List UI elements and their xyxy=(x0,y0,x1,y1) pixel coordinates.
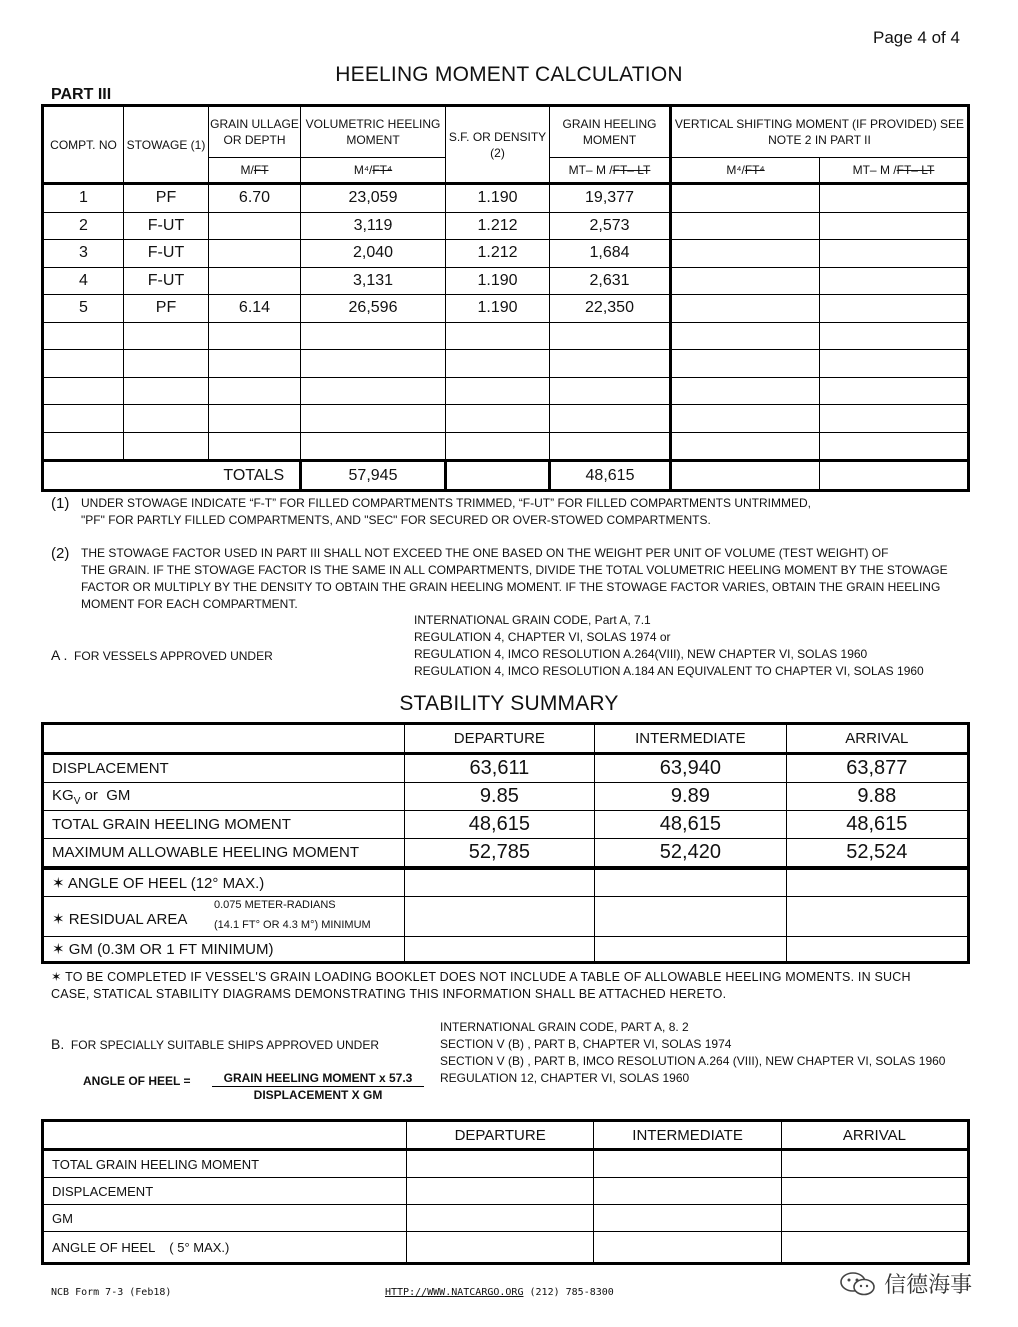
gm-minimum-label: ✶ GM (0.3M OR 1 FT MINIMUM) xyxy=(43,937,405,963)
note-1: (1) UNDER STOWAGE INDICATE “F-T” FOR FILLED COMPARTMENTS TRIMMED, “F-UT” FOR FILLED COMPARTMENTS UNTRIMMED, "PF" FOR PARTLY FILLED COMPARTMENTS, AND "SEC" FOR SECURED OR OVER-STOWED COMPARTMENTS. xyxy=(51,495,812,527)
vertical-mtm-cell xyxy=(820,212,969,240)
note-2: (2) THE STOWAGE FACTOR USED IN PART III SHALL NOT EXCEED THE ONE BASED ON THE WEIGHT PER UNIT OF VOLUME (TEST WEIGHT) OF THE GRAIN. IF THE STOWAGE FACTOR IS THE SAME IN ALL COMPARTMENTS, DIVIDE THE TOTAL VOLUMETRIC HEELING MOMENT BY THE STOWAGE FACTOR OR MULTIPLY BY THE DENSITY TO OBTAIN THE GRAIN HEELING MOMENT. IF THE STOWAGE FACTOR VARIES, OBTAIN THE GRAIN HEELING MOMENT FOR EACH COMPARTMENT. xyxy=(51,545,948,611)
cell xyxy=(786,897,968,937)
volumetric-cell: 26,596 xyxy=(301,295,446,323)
residual-area-label: ✶ RESIDUAL AREA 0.075 METER-RADIANS (14.1 FT° OR 4.3 M°) MINIMUM xyxy=(43,897,405,937)
stability-value: 48,615 xyxy=(404,811,594,839)
grain-heeling-cell: 22,350 xyxy=(550,295,671,323)
vertical-m4-cell xyxy=(671,405,820,433)
volumetric-cell xyxy=(301,350,446,378)
col-intermediate: INTERMEDIATE xyxy=(595,724,787,754)
stability-row-label: MAXIMUM ALLOWABLE HEELING MOMENT xyxy=(43,839,405,868)
ullage-cell xyxy=(209,240,301,268)
stowage-cell: PF xyxy=(124,295,209,323)
stability-row-label: DISPLACEMENT xyxy=(43,754,405,783)
sf-cell: 1.190 xyxy=(446,267,550,295)
volumetric-cell: 23,059 xyxy=(301,184,446,213)
col-header-vertical: VERTICAL SHIFTING MOMENT (IF PROVIDED) SEE NOTE 2 IN PART II xyxy=(671,106,969,158)
cell xyxy=(671,461,820,491)
ullage-cell: 6.70 xyxy=(209,184,301,213)
compartment-number xyxy=(43,322,124,350)
compartment-number xyxy=(43,405,124,433)
col-header-compt: COMPT. NO xyxy=(43,106,124,184)
vertical-mtm-cell xyxy=(820,432,969,461)
heel-row-label: DISPLACEMENT xyxy=(43,1178,407,1205)
heel-row xyxy=(43,1232,969,1264)
grain-heeling-cell: 2,631 xyxy=(550,267,671,295)
cell xyxy=(406,1178,593,1205)
cell xyxy=(781,1150,968,1178)
stability-value: 9.88 xyxy=(786,783,968,811)
cell xyxy=(594,1178,781,1205)
volumetric-cell xyxy=(301,432,446,461)
stability-value: 48,615 xyxy=(786,811,968,839)
vertical-m4-cell xyxy=(671,350,820,378)
heel-criteria-table xyxy=(41,867,970,964)
heel-row xyxy=(43,1205,969,1232)
table-row xyxy=(43,432,969,461)
unit-vert2: MT– M /FT– LT xyxy=(820,158,969,184)
stability-value: 63,877 xyxy=(786,754,968,783)
cell xyxy=(781,1205,968,1232)
sf-cell xyxy=(446,350,550,378)
cell xyxy=(594,1150,781,1178)
website-link[interactable]: HTTP://WWW.NATCARGO.ORG xyxy=(385,1287,524,1298)
stability-row xyxy=(43,811,969,839)
stability-row xyxy=(43,783,969,811)
sf-cell xyxy=(446,377,550,405)
cell xyxy=(820,461,969,491)
stability-value: 63,611 xyxy=(404,754,594,783)
totals-row xyxy=(43,461,969,491)
cell xyxy=(786,937,968,963)
ullage-cell xyxy=(209,377,301,405)
vertical-m4-cell xyxy=(671,377,820,405)
vertical-mtm-cell xyxy=(820,377,969,405)
sf-cell xyxy=(446,405,550,433)
grain-heeling-cell xyxy=(550,405,671,433)
vertical-m4-cell xyxy=(671,432,820,461)
col-header-ullage: GRAIN ULLAGE OR DEPTH xyxy=(209,106,301,158)
stowage-cell xyxy=(124,350,209,378)
stowage-cell: F-UT xyxy=(124,267,209,295)
vertical-mtm-cell xyxy=(820,350,969,378)
stability-value: 9.85 xyxy=(404,783,594,811)
stability-summary-title: STABILITY SUMMARY xyxy=(399,692,619,715)
compartment-number: 2 xyxy=(43,212,124,240)
heel-row-label: TOTAL GRAIN HEELING MOMENT xyxy=(43,1150,407,1178)
stowage-cell xyxy=(124,432,209,461)
unit-vert1: M⁴/FT⁴ xyxy=(671,158,820,184)
footer-contact: HTTP://WWW.NATCARGO.ORG (212) 785-8300 xyxy=(385,1287,614,1298)
vertical-m4-cell xyxy=(671,240,820,268)
total-volumetric: 57,945 xyxy=(301,461,446,491)
table-row xyxy=(43,377,969,405)
col-departure: DEPARTURE xyxy=(404,724,594,754)
grain-heeling-cell: 2,573 xyxy=(550,212,671,240)
stability-value: 52,524 xyxy=(786,839,968,868)
total-grain-heeling: 48,615 xyxy=(550,461,671,491)
heel-row xyxy=(43,1150,969,1178)
volumetric-cell: 3,131 xyxy=(301,267,446,295)
form-number: NCB Form 7-3 (Feb18) xyxy=(51,1287,172,1298)
vertical-mtm-cell xyxy=(820,295,969,323)
angle-of-heel-label: ✶ ANGLE OF HEEL (12° MAX.) xyxy=(43,869,405,897)
cell xyxy=(595,869,786,897)
page-title: HEELING MOMENT CALCULATION xyxy=(335,63,683,86)
cell xyxy=(404,937,594,963)
stability-row xyxy=(43,839,969,868)
cell xyxy=(595,937,786,963)
heel-row-label: ANGLE OF HEEL ( 5° MAX.) xyxy=(43,1232,407,1264)
compartment-number xyxy=(43,432,124,461)
sf-cell: 1.190 xyxy=(446,184,550,213)
corner-cell xyxy=(43,1121,407,1150)
table-row xyxy=(43,267,969,295)
compartment-number: 4 xyxy=(43,267,124,295)
compartment-number: 5 xyxy=(43,295,124,323)
cell xyxy=(786,869,968,897)
stability-footnote: ✶ TO BE COMPLETED IF VESSEL'S GRAIN LOADING BOOKLET DOES NOT INCLUDE A TABLE OF ALLOWABLE HEELING MOMENTS. IN SUCH CASE, STATICAL STABILITY DIAGRAMS DEMONSTRATING THIS INFORMATION SHALL BE ATTACHED HERETO. xyxy=(51,970,911,1001)
cell xyxy=(404,869,594,897)
table-row xyxy=(43,212,969,240)
vertical-m4-cell xyxy=(671,295,820,323)
vertical-m4-cell xyxy=(671,212,820,240)
cell xyxy=(594,1232,781,1264)
cell xyxy=(43,461,124,491)
col-intermediate: INTERMEDIATE xyxy=(594,1121,781,1150)
heel-row xyxy=(43,1178,969,1205)
stowage-cell: F-UT xyxy=(124,240,209,268)
stability-value: 52,420 xyxy=(595,839,787,868)
cell xyxy=(124,461,209,491)
stability-value: 63,940 xyxy=(595,754,787,783)
sf-cell xyxy=(446,432,550,461)
ullage-cell xyxy=(209,322,301,350)
watermark-logo: 信德海事 xyxy=(838,1268,972,1299)
ullage-cell xyxy=(209,350,301,378)
compartment-number: 3 xyxy=(43,240,124,268)
col-header-grain-heeling: GRAIN HEELING MOMENT xyxy=(550,106,671,158)
heeling-moment-table xyxy=(41,104,970,492)
formula-label: ANGLE OF HEEL = xyxy=(83,1074,191,1088)
cell xyxy=(406,1232,593,1264)
wechat-icon xyxy=(838,1271,878,1297)
vertical-mtm-cell xyxy=(820,405,969,433)
sf-cell: 1.190 xyxy=(446,295,550,323)
section-b-label: B. FOR SPECIALLY SUITABLE SHIPS APPROVED UNDER xyxy=(51,1036,379,1052)
stowage-cell xyxy=(124,377,209,405)
grain-heeling-cell: 19,377 xyxy=(550,184,671,213)
col-header-volumetric: VOLUMETRIC HEELING MOMENT xyxy=(301,106,446,158)
compartment-number xyxy=(43,377,124,405)
volumetric-cell: 2,040 xyxy=(301,240,446,268)
cell xyxy=(595,897,786,937)
cell xyxy=(406,1205,593,1232)
vertical-m4-cell xyxy=(671,322,820,350)
volumetric-cell xyxy=(301,322,446,350)
unit-grain: MT– M /FT– LT xyxy=(550,158,671,184)
vertical-mtm-cell xyxy=(820,240,969,268)
ullage-cell: 6.14 xyxy=(209,295,301,323)
col-arrival: ARRIVAL xyxy=(781,1121,968,1150)
col-header-stowage: STOWAGE (1) xyxy=(124,106,209,184)
ullage-cell xyxy=(209,432,301,461)
grain-heeling-cell xyxy=(550,432,671,461)
cell xyxy=(446,461,550,491)
page-number: Page 4 of 4 xyxy=(873,28,960,47)
sf-cell xyxy=(446,322,550,350)
vertical-m4-cell xyxy=(671,267,820,295)
volumetric-cell: 3,119 xyxy=(301,212,446,240)
stability-value: 48,615 xyxy=(595,811,787,839)
section-b-refs: INTERNATIONAL GRAIN CODE, PART A, 8. 2 SECTION V (B) , PART B, CHAPTER VI, SOLAS 1974 SECTION V (B) , PART B, IMCO RESOLUTION A.264 (VIII), NEW CHAPTER VI, SOLAS 1960 REGULATION 12, CHAPTER VI, SOLAS 1960 xyxy=(440,1020,946,1085)
vertical-m4-cell xyxy=(671,184,820,213)
section-a-refs: INTERNATIONAL GRAIN CODE, Part A, 7.1 REGULATION 4, CHAPTER VI, SOLAS 1974 or REGULATION 4, IMCO RESOLUTION A.264(VIII), NEW CHAPTER VI, SOLAS 1960 REGULATION 4, IMCO RESOLUTION A.184 AN EQUIVALENT TO CHAPTER VI, SOLAS 1960 xyxy=(414,613,924,678)
ullage-cell xyxy=(209,405,301,433)
grain-heeling-cell xyxy=(550,350,671,378)
cell xyxy=(406,1150,593,1178)
table-row xyxy=(43,240,969,268)
table-row xyxy=(43,295,969,323)
heel-row-label: GM xyxy=(43,1205,407,1232)
table-row xyxy=(43,184,969,213)
vertical-mtm-cell xyxy=(820,322,969,350)
heel-formula: GRAIN HEELING MOMENT x 57.3 DISPLACEMENT X GM xyxy=(212,1071,424,1102)
angle-of-heel-table xyxy=(41,1119,970,1265)
totals-label: TOTALS xyxy=(223,466,285,484)
sf-cell: 1.212 xyxy=(446,240,550,268)
stability-summary-table xyxy=(41,722,970,869)
stability-value: 52,785 xyxy=(404,839,594,868)
stability-row xyxy=(43,754,969,783)
corner-cell xyxy=(43,724,405,754)
sf-cell: 1.212 xyxy=(446,212,550,240)
col-arrival: ARRIVAL xyxy=(786,724,968,754)
section-a-label: A . FOR VESSELS APPROVED UNDER xyxy=(51,647,273,663)
volumetric-cell xyxy=(301,377,446,405)
stability-row-label: $KG_V$ or GM xyxy=(43,783,405,811)
ullage-cell xyxy=(209,212,301,240)
col-header-sf: S.F. OR DENSITY (2) xyxy=(446,106,550,184)
cell xyxy=(594,1205,781,1232)
grain-heeling-cell xyxy=(550,322,671,350)
stability-value: 9.89 xyxy=(595,783,787,811)
stowage-cell: PF xyxy=(124,184,209,213)
cell xyxy=(781,1178,968,1205)
vertical-mtm-cell xyxy=(820,267,969,295)
stowage-cell: F-UT xyxy=(124,212,209,240)
table-row xyxy=(43,350,969,378)
table-row xyxy=(43,322,969,350)
stowage-cell xyxy=(124,322,209,350)
table-row xyxy=(43,405,969,433)
vertical-mtm-cell xyxy=(820,184,969,213)
stowage-cell xyxy=(124,405,209,433)
col-departure: DEPARTURE xyxy=(406,1121,593,1150)
stability-row-label: TOTAL GRAIN HEELING MOMENT xyxy=(43,811,405,839)
volumetric-cell xyxy=(301,405,446,433)
compartment-number xyxy=(43,350,124,378)
unit-volumetric: M⁴/FT⁴ xyxy=(301,158,446,184)
unit-ullage: M/FT xyxy=(209,158,301,184)
compartment-number: 1 xyxy=(43,184,124,213)
grain-heeling-cell xyxy=(550,377,671,405)
grain-heeling-cell: 1,684 xyxy=(550,240,671,268)
ullage-cell xyxy=(209,267,301,295)
cell xyxy=(781,1232,968,1264)
cell xyxy=(404,897,594,937)
part-label: PART III xyxy=(51,86,112,103)
